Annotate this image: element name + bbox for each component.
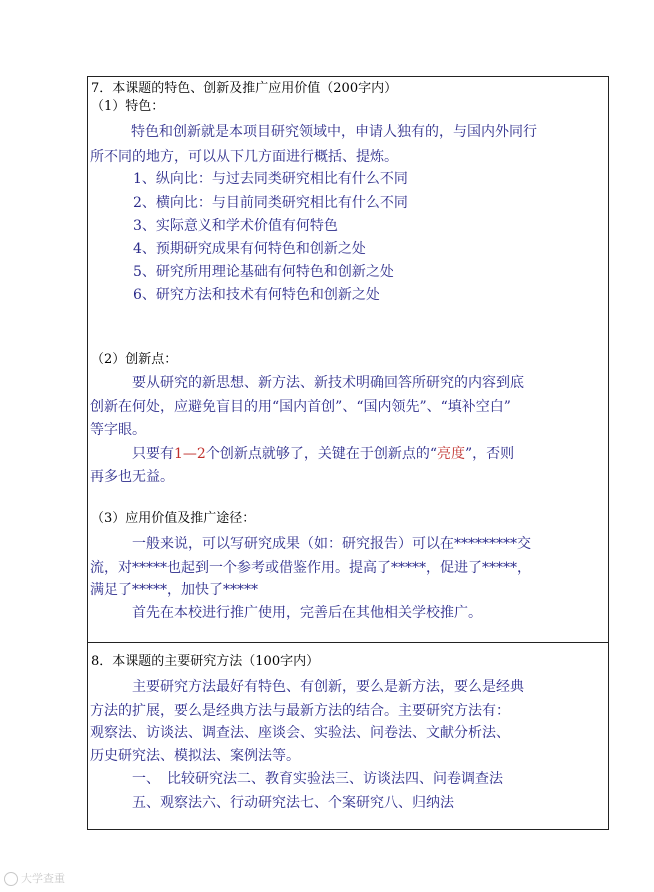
innovation-para-line-2: 创新在何处，应避免盲目的用“国内首创”、“国内领先”、“填补空白” <box>90 399 511 415</box>
innovation-para-line-5: 再多也无益。 <box>90 469 174 485</box>
list-item: 4、预期研究成果有何特色和创新之处 <box>133 241 366 257</box>
application-para-line-1: 一般来说，可以写研究成果（如：研究报告）可以在*********交 <box>132 536 531 552</box>
innovation-para-line-1: 要从研究的新思想、新方法、新技术明确回答所研究的内容到底 <box>132 375 524 391</box>
methods-line-2: 方法的扩展，要么是经典方法与最新方法的结合。主要研究方法有： <box>90 703 510 719</box>
list-item: 1、纵向比：与过去同类研究相比有什么不同 <box>133 171 408 187</box>
highlight-brightness: 亮度 <box>436 446 465 462</box>
watermark <box>4 870 65 886</box>
text-segment: 只要有 <box>132 446 174 462</box>
features-para-line-1: 特色和创新就是本项目研究领域中，申请人独有的，与国内外同行 <box>131 124 537 140</box>
methods-line-4: 历史研究法、模拟法、案例法等。 <box>90 748 300 764</box>
list-item: 5、研究所用理论基础有何特色和创新之处 <box>133 264 394 280</box>
section-8-heading: 8．本课题的主要研究方法（100字内） <box>91 654 320 669</box>
methods-line-3: 观察法、访谈法、调查法、座谈会、实验法、问卷法、文献分析法、 <box>90 725 510 741</box>
text-segment: ”，否则 <box>464 446 515 462</box>
subheading-innovation: （2）创新点： <box>91 352 178 367</box>
text-segment: 个创新点就够了，关键在于创新点的“ <box>205 446 437 462</box>
promotion-para: 首先在本校进行推广使用，完善后在其他相关学校推广。 <box>132 605 482 621</box>
subheading-application: （3）应用价值及推广途径： <box>91 511 256 526</box>
list-item: 2、横向比：与目前同类研究相比有什么不同 <box>133 195 408 211</box>
highlight-number: 1—2 <box>174 446 206 462</box>
methods-line-5: 一、 比较研究法二、教育实验法三、访谈法四、问卷调查法 <box>132 771 503 787</box>
methods-line-1: 主要研究方法最好有特色、有创新，要么是新方法，要么是经典 <box>132 679 524 695</box>
application-para-line-2: 流，对*****也起到一个参考或借鉴作用。提高了*****，促进了*****， <box>90 560 531 576</box>
list-item: 3、实际意义和学术价值有何特色 <box>133 218 338 234</box>
watermark-logo-icon <box>4 872 18 886</box>
application-para-line-3: 满足了*****，加快了***** <box>90 582 258 598</box>
methods-line-6: 五、观察法六、行动研究法七、个案研究八、归纳法 <box>132 795 454 811</box>
list-item: 6、研究方法和技术有何特色和创新之处 <box>133 287 380 303</box>
innovation-para-line-3: 等字眼。 <box>90 422 146 438</box>
innovation-count-line <box>132 447 514 461</box>
section-divider <box>87 642 609 643</box>
watermark-text: 大学查重 <box>21 872 65 885</box>
subheading-features: （1）特色： <box>91 99 165 114</box>
features-para-line-2: 所不同的地方，可以从下几方面进行概括、提炼。 <box>90 149 398 165</box>
section-7-heading: 7．本课题的特色、创新及推广应用价值（200字内） <box>91 81 398 96</box>
